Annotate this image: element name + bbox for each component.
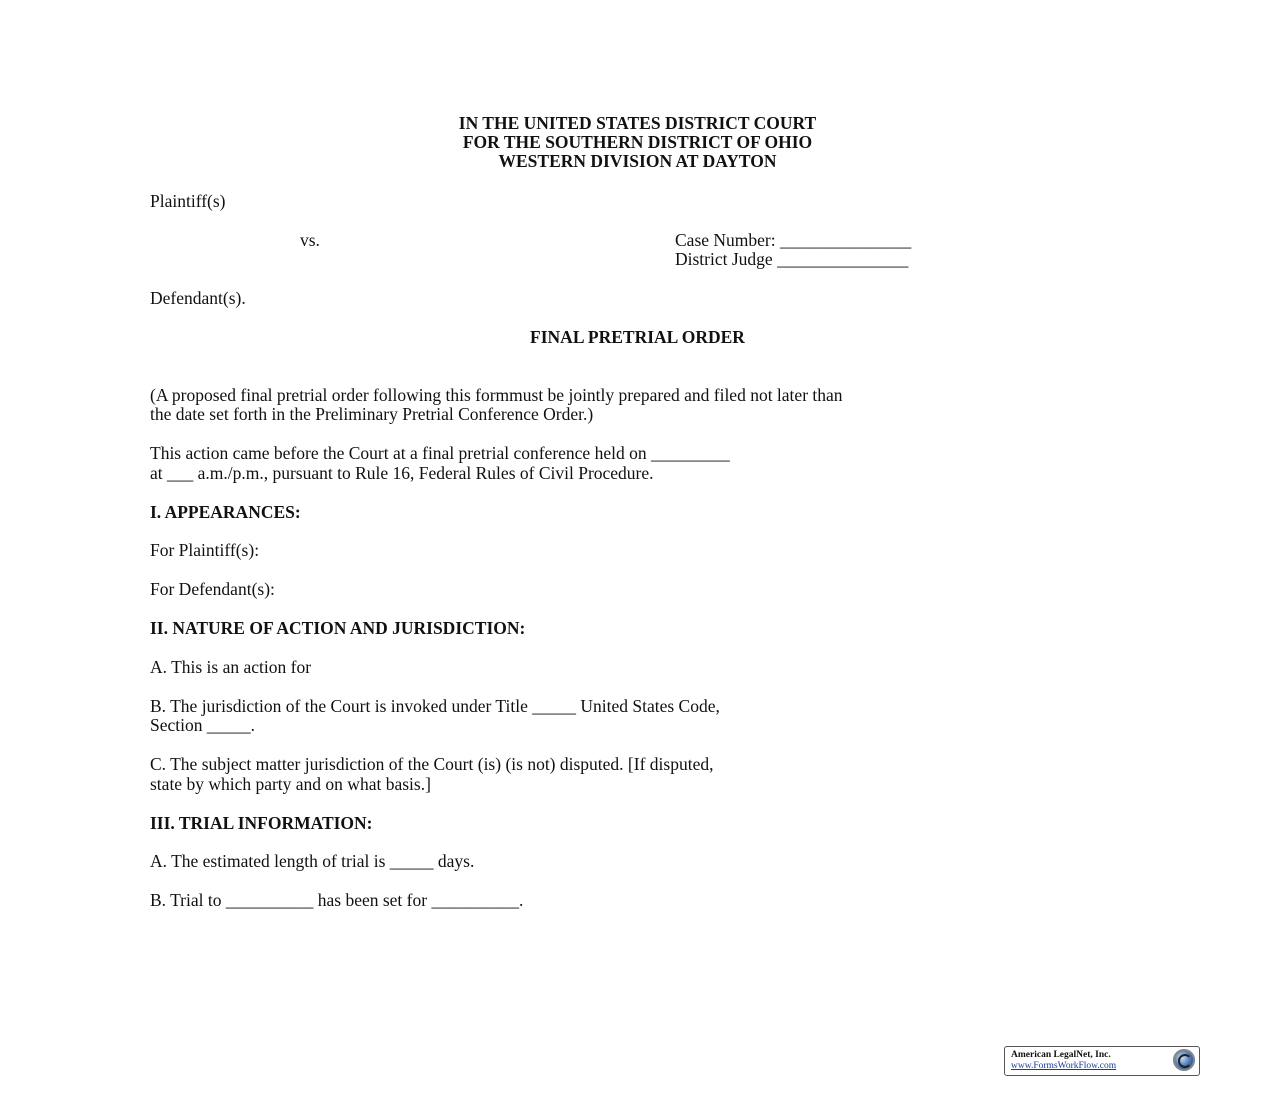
trial-item-b: B. Trial to __________ has been set for __________. — [150, 890, 524, 910]
defendants-label: Defendant(s). — [150, 288, 246, 308]
logo-company-name: American LegalNet, Inc. — [1011, 1050, 1111, 1060]
trial-item-a: A. The estimated length of trial is _____ days. — [150, 851, 475, 871]
for-plaintiffs-label: For Plaintiff(s): — [150, 540, 260, 560]
section-trial-heading: III. TRIAL INFORMATION: — [150, 813, 373, 833]
district-judge-field: District Judge _______________ — [675, 249, 909, 269]
case-number-field: Case Number: _______________ — [675, 230, 912, 250]
american-legalnet-logo[interactable] — [1004, 1046, 1200, 1076]
nature-item-c-line-2: state by which party and on what basis.] — [150, 774, 431, 794]
versus-label: vs. — [300, 230, 320, 250]
section-nature-heading: II. NATURE OF ACTION AND JURISDICTION: — [150, 618, 526, 638]
action-line-1: This action came before the Court at a final pretrial conference held on _________ — [150, 443, 730, 463]
court-division: WESTERN DIVISION AT DAYTON — [498, 151, 777, 171]
globe-icon — [1173, 1049, 1195, 1071]
for-defendants-label: For Defendant(s): — [150, 579, 275, 599]
document-title: FINAL PRETRIAL ORDER — [530, 327, 745, 347]
logo-website-link[interactable]: www.FormsWorkFlow.com — [1011, 1061, 1117, 1071]
intro-line-1: (A proposed final pretrial order following this formmust be jointly prepared and filed not later than — [150, 385, 843, 405]
nature-item-a: A. This is an action for — [150, 657, 312, 677]
section-appearances-heading: I. APPEARANCES: — [150, 502, 301, 522]
action-line-2: at ___ a.m./p.m., pursuant to Rule 16, Federal Rules of Civil Procedure. — [150, 463, 654, 483]
court-district: FOR THE SOUTHERN DISTRICT OF OHIO — [462, 132, 813, 152]
nature-item-b-line-2: Section _____. — [150, 715, 255, 735]
intro-line-2: the date set forth in the Preliminary Pretrial Conference Order.) — [150, 404, 594, 424]
nature-item-b-line-1: B. The jurisdiction of the Court is invoked under Title _____ United States Code, — [150, 696, 720, 716]
plaintiffs-label: Plaintiff(s) — [150, 191, 226, 211]
nature-item-c-line-1: C. The subject matter jurisdiction of the Court (is) (is not) disputed. [If disputed, — [150, 754, 714, 774]
court-name: IN THE UNITED STATES DISTRICT COURT — [458, 113, 817, 133]
